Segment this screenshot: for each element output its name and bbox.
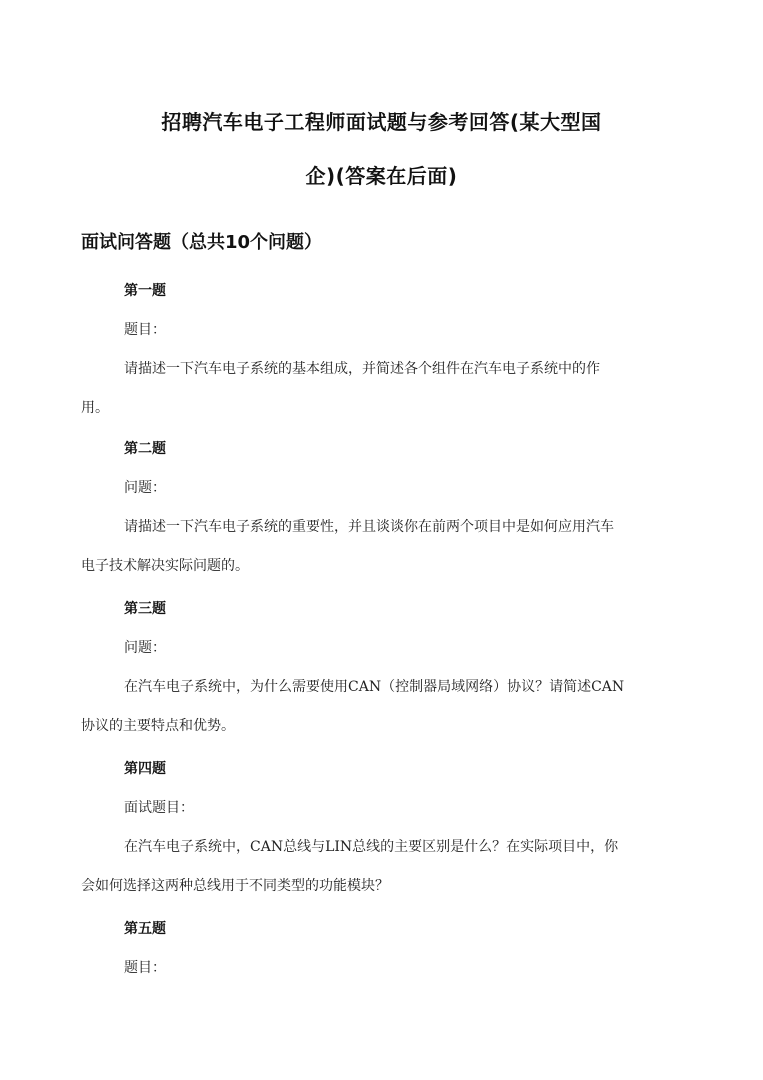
question-4-heading: 第四题 (124, 761, 166, 777)
question-4-text-line-1: 在汽车电子系统中，CAN总线与LIN总线的主要区别是什么？在实际项目中，你 (124, 839, 619, 855)
question-1-heading: 第一题 (124, 283, 166, 299)
question-3-text-line-1: 在汽车电子系统中，为什么需要使用CAN（控制器局域网络）协议？请简述CAN (124, 679, 625, 695)
question-5-label: 题目： (124, 960, 166, 976)
question-4-text-line-2: 会如何选择这两种总线用于不同类型的功能模块？ (81, 878, 389, 894)
question-2-text-line-2: 电子技术解决实际问题的。 (81, 558, 249, 574)
document-title-line-2: 企)(答案在后面) (305, 164, 458, 188)
question-3-text-line-2: 协议的主要特点和优势。 (81, 718, 235, 734)
section-heading: 面试问答题（总共10个问题） (81, 232, 323, 253)
question-1-text-line-2: 用。 (81, 400, 109, 416)
question-2-label: 问题： (124, 480, 166, 496)
question-2-heading: 第二题 (124, 441, 166, 457)
question-4-label: 面试题目： (124, 800, 194, 816)
question-5-heading: 第五题 (124, 921, 166, 937)
question-2-text-line-1: 请描述一下汽车电子系统的重要性，并且谈谈你在前两个项目中是如何应用汽车 (124, 519, 614, 535)
question-1-text-line-1: 请描述一下汽车电子系统的基本组成，并简述各个组件在汽车电子系统中的作 (124, 361, 600, 377)
question-1-label: 题目： (124, 322, 166, 338)
document-title-line-1: 招聘汽车电子工程师面试题与参考回答(某大型国 (161, 110, 602, 134)
question-3-label: 问题： (124, 640, 166, 656)
question-3-heading: 第三题 (124, 601, 166, 617)
